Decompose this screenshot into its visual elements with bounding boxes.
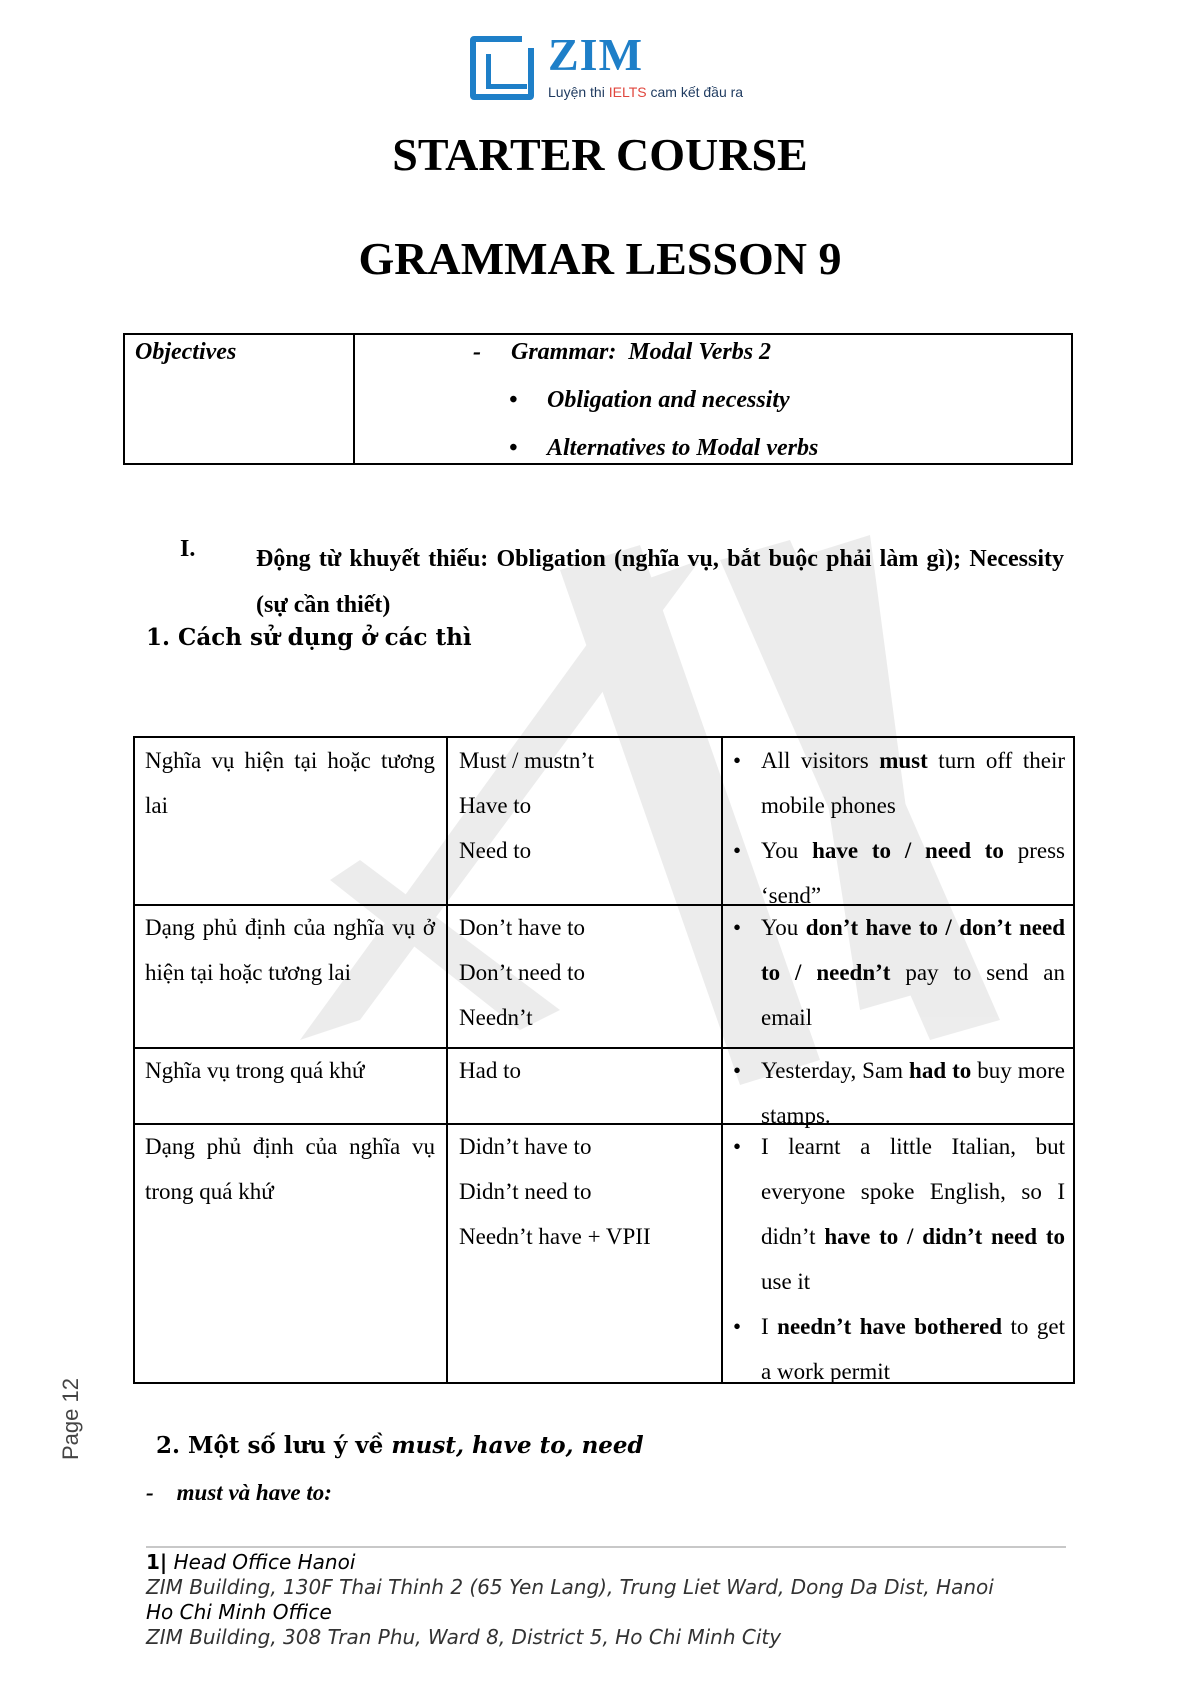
table-cell-meaning: Dạng phủ định của nghĩa vụ trong quá khứ: [145, 1134, 435, 1204]
hcm-office-address: ZIM Building, 308 Tran Phu, Ward 8, District 5, Ho Chi Minh City: [146, 1625, 782, 1649]
hcm-office-title: Ho Chi Minh Office: [146, 1600, 332, 1624]
head-office-title: Head Office Hanoi: [173, 1550, 356, 1574]
objectives-dash: -: [473, 339, 481, 365]
zim-logo: [470, 29, 750, 106]
footer-page-no: 1|: [146, 1550, 168, 1574]
subsection-heading: 1. Cách sử dụng ở các thì: [146, 624, 472, 651]
objective-bullet: •: [509, 435, 518, 461]
objective-item: Alternatives to Modal verbs: [547, 435, 819, 461]
objectives-grammar: Grammar: Modal Verbs 2: [511, 339, 772, 365]
section-number: I.: [180, 536, 196, 562]
brand-name: ZIM: [548, 29, 643, 80]
table-cell-form: Don’t have to: [459, 915, 586, 940]
table-cell-form: Must / mustn’t: [459, 748, 595, 773]
course-title: STARTER COURSE: [392, 129, 808, 180]
table-cell-meaning: Nghĩa vụ hiện tại hoặc tương lai: [145, 748, 435, 818]
footer: [146, 1550, 994, 1650]
table-cell-form: Have to: [459, 793, 532, 818]
table-cell-form: Need to: [459, 838, 532, 863]
table-cell-meaning: Dạng phủ định của nghĩa vụ ở hiện tại hoặc tương lai: [145, 915, 435, 985]
usage-table: Nghĩa vụ hiện tại hoặc tương lai Must / mustn’t Have to Need to • All visitors must turn off their mobile phones • You have to / need to press ‘send” Dạng phủ định của nghĩa vụ ở hiện tại hoặc tương lai Don’t have to Don’t need to Needn’t • You don’t have to / don’t need to / needn’t pay to send an email Nghĩa vụ trong quá khứ Had to • Yesterday, Sam had to buy more stamps. Dạng phủ định của nghĩa vụ trong quá khứ Didn’t have to Didn’t need to Needn’t have + VPII • I learnt a little Italian, but everyone spoke English, so I didn’t have to / didn’t need to use it • I needn’t have bothered to get a work permit: [133, 736, 1075, 1384]
lesson-title: GRAMMAR LESSON 9: [358, 233, 842, 284]
objective-item: Obligation and necessity: [547, 387, 790, 413]
head-office-address: ZIM Building, 130F Thai Thinh 2 (65 Yen Lang), Trung Liet Ward, Dong Da Dist, Hanoi: [146, 1575, 994, 1599]
table-cell-form: Didn’t have to: [459, 1134, 592, 1159]
page-number-label: Page 12: [58, 1378, 83, 1460]
objective-bullet: •: [509, 387, 518, 413]
footer-divider: [146, 1546, 1066, 1548]
table-cell-form: Didn’t need to: [459, 1179, 592, 1204]
table-cell-meaning: Nghĩa vụ trong quá khứ: [145, 1058, 365, 1083]
brand-tagline: Luyện thi IELTS cam kết đầu ra: [548, 84, 744, 100]
table-cell-form: Needn’t have + VPII: [459, 1224, 651, 1249]
objectives-label: Objectives: [135, 339, 237, 365]
book-icon: [470, 36, 534, 100]
table-cell-form: Had to: [459, 1058, 521, 1083]
subsection-heading-2: 2. Một số lưu ý về must, have to, need: [156, 1432, 644, 1459]
objectives-table: [123, 333, 1073, 465]
table-cell-form: Needn’t: [459, 1005, 533, 1030]
section-heading: Động từ khuyết thiếu: Obligation (nghĩa vụ, bắt buộc phải làm gì); Necessity (sự cần thiết): [256, 546, 1064, 618]
table-cell-form: Don’t need to: [459, 960, 586, 985]
note-bullet: - must và have to:: [146, 1480, 332, 1505]
